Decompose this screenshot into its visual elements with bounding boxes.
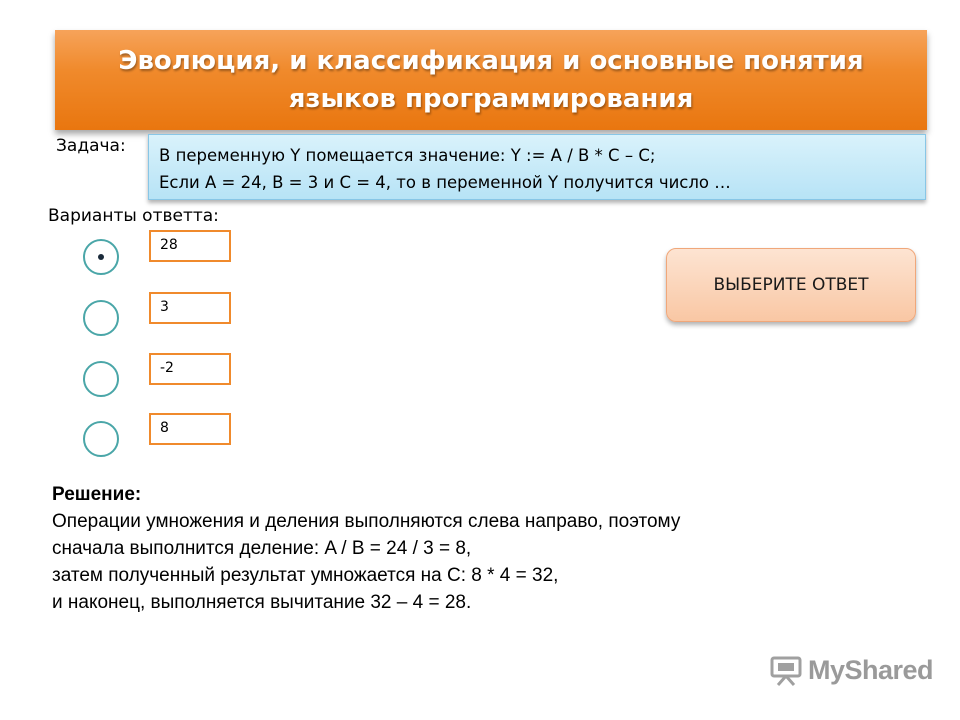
task-box bbox=[148, 134, 926, 200]
radio-option-2[interactable] bbox=[83, 300, 119, 336]
watermark-text: MyShared bbox=[808, 655, 934, 685]
projector-icon bbox=[768, 656, 804, 686]
answer-option-3: -2 bbox=[149, 353, 231, 385]
task-line-1: В переменную Y помещается значение: Y := A / B * C – C; bbox=[159, 146, 656, 165]
solution-line-2: сначала выполнится деление: A / B = 24 / 3 = 8, bbox=[52, 538, 472, 559]
solution-block bbox=[52, 481, 912, 616]
page-title: Эволюция, и классификация и основные понятия языков программирования bbox=[118, 46, 864, 114]
title-banner bbox=[55, 30, 927, 130]
task-line-2: Если A = 24, B = 3 и C = 4, то в переменной Y получится число … bbox=[159, 173, 731, 192]
solution-title: Решение: bbox=[52, 484, 142, 505]
task-label: Задача: bbox=[56, 136, 126, 156]
choose-answer-button[interactable]: ВЫБЕРИТЕ ОТВЕТ bbox=[666, 248, 916, 322]
answer-option-4: 8 bbox=[149, 413, 231, 445]
radio-option-3[interactable] bbox=[83, 361, 119, 397]
variants-label: Варианты ответта: bbox=[48, 206, 219, 226]
solution-line-3: затем полученный результат умножается на C: 8 * 4 = 32, bbox=[52, 565, 559, 586]
answer-option-1: 28 bbox=[149, 230, 231, 262]
solution-line-1: Операции умножения и деления выполняются слева направо, поэтому bbox=[52, 511, 681, 532]
answer-option-2: 3 bbox=[149, 292, 231, 324]
radio-selected-dot bbox=[98, 254, 104, 260]
watermark-logo bbox=[768, 655, 933, 686]
solution-line-4: и наконец, выполняется вычитание 32 – 4 = 28. bbox=[52, 592, 472, 613]
radio-option-1[interactable] bbox=[83, 239, 119, 275]
radio-option-4[interactable] bbox=[83, 421, 119, 457]
